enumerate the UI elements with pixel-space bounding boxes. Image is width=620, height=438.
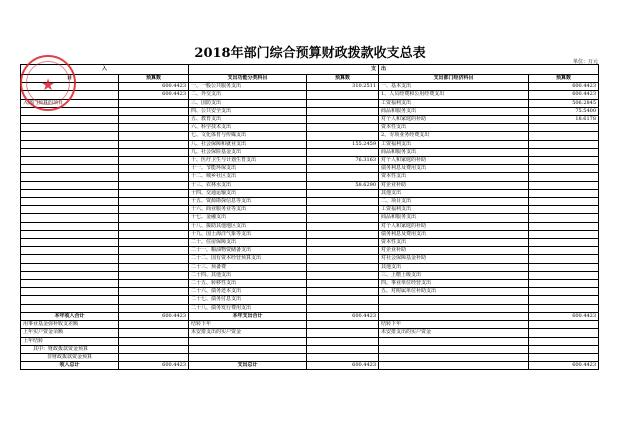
cell <box>529 288 599 296</box>
cell <box>119 116 189 124</box>
cell <box>307 165 379 173</box>
cell <box>307 288 379 296</box>
cell <box>529 353 599 361</box>
header-row-2 <box>21 75 599 83</box>
seal-star-icon: ★ <box>40 75 56 94</box>
cell <box>529 140 599 148</box>
cell: 十八、援助其他地区支出 <box>189 222 307 230</box>
cell <box>119 181 189 189</box>
cell <box>529 230 599 238</box>
cell: 76.3163 <box>307 157 379 165</box>
cell: 310.2511 <box>307 83 379 91</box>
cell <box>119 222 189 230</box>
table-row <box>21 206 599 214</box>
col-budget-header: 预算数 <box>119 75 189 83</box>
cell: 本年支出合计 <box>189 312 307 320</box>
cell <box>119 99 189 107</box>
cell <box>529 214 599 222</box>
cell: 506.2845 <box>529 99 599 107</box>
cell: 二、项目支出 <box>379 198 529 206</box>
cell <box>529 124 599 132</box>
cell <box>119 345 189 353</box>
cell: 资本性支出 <box>379 173 529 181</box>
cell: 上年结转 <box>21 337 119 345</box>
cell <box>119 247 189 255</box>
cell: 二十八、债务发行费用支出 <box>189 304 307 312</box>
cell: 对个人和家庭的补助 <box>379 157 529 165</box>
cell <box>529 181 599 189</box>
table-row <box>21 181 599 189</box>
cell: 十九、国土海洋气象等支出 <box>189 230 307 238</box>
cell <box>307 255 379 263</box>
cell <box>21 239 119 247</box>
cell: 600.4423 <box>119 91 189 99</box>
cell: 600.4423 <box>307 362 379 370</box>
cell: 其中：财政拨款资金预算 <box>21 345 119 353</box>
cell: 600.4423 <box>529 312 599 320</box>
cell: 支出总计 <box>189 362 307 370</box>
cell: 十三、农林水支出 <box>189 181 307 189</box>
unit-label: 单位：万元 <box>572 59 598 65</box>
cell <box>119 288 189 296</box>
cell <box>21 263 119 271</box>
table-row <box>21 148 599 156</box>
cell: 一、基本支出 <box>379 83 529 91</box>
cell: 五、对附属单位补助支出 <box>379 288 529 296</box>
cell <box>379 345 529 353</box>
cell <box>307 345 379 353</box>
cell: 四、公共安全支出 <box>189 107 307 115</box>
cell: 二十六、债务还本支出 <box>189 288 307 296</box>
cell <box>529 247 599 255</box>
cell <box>119 206 189 214</box>
cell: 600.4423 <box>529 362 599 370</box>
cell <box>21 296 119 304</box>
cell: 1、人员经费和公用经费支出 <box>379 91 529 99</box>
cell <box>21 271 119 279</box>
cell <box>529 329 599 337</box>
cell <box>379 337 529 345</box>
cell: 四、事业单位经营支出 <box>379 280 529 288</box>
cell: 75.5400 <box>529 107 599 115</box>
header-row-1 <box>21 65 599 75</box>
table-row <box>21 345 599 353</box>
cell: 五、教育支出 <box>189 116 307 124</box>
cell <box>119 329 189 337</box>
cell <box>21 206 119 214</box>
cell <box>307 304 379 312</box>
cell <box>307 124 379 132</box>
table-row <box>21 140 599 148</box>
cell: 对社会保障基金补助 <box>379 255 529 263</box>
cell: 十、医疗卫生与计划生育支出 <box>189 157 307 165</box>
cell <box>119 198 189 206</box>
cell <box>119 239 189 247</box>
cell: 工资福利支出 <box>379 99 529 107</box>
cell <box>307 321 379 329</box>
cell <box>21 247 119 255</box>
cell <box>529 198 599 206</box>
cell <box>119 157 189 165</box>
col-item-header: 目 <box>21 75 119 83</box>
cell <box>119 132 189 140</box>
table-row <box>21 132 599 140</box>
table-row <box>21 329 599 337</box>
table-row <box>21 124 599 132</box>
cell <box>529 173 599 181</box>
cell <box>21 255 119 263</box>
cell <box>21 280 119 288</box>
cell <box>119 148 189 156</box>
cell <box>307 107 379 115</box>
cell <box>307 247 379 255</box>
cell <box>119 321 189 329</box>
cell <box>307 329 379 337</box>
cell <box>529 157 599 165</box>
cell: 十二、城乡社区支出 <box>189 173 307 181</box>
cell <box>307 91 379 99</box>
cell: 非财政拨款资金预算 <box>21 353 119 361</box>
cell: 收入总计 <box>21 362 119 370</box>
cell <box>119 124 189 132</box>
cell <box>119 263 189 271</box>
cell: 工资福利支出 <box>379 140 529 148</box>
cell <box>119 271 189 279</box>
cell: 资本性支出 <box>379 124 529 132</box>
cell: 十六、商业服务业等支出 <box>189 206 307 214</box>
cell <box>529 321 599 329</box>
cell: 对企业补助 <box>379 247 529 255</box>
table-row <box>21 353 599 361</box>
cell: 600.4423 <box>529 83 599 91</box>
table-row <box>21 296 599 304</box>
table-row <box>21 280 599 288</box>
table-row <box>21 288 599 296</box>
cell: 600.4423 <box>119 312 189 320</box>
cell <box>189 345 307 353</box>
cell <box>21 288 119 296</box>
cell: 结转下年 <box>379 321 529 329</box>
cell <box>307 189 379 197</box>
cell: 用事业基金弥补收支差额 <box>21 321 119 329</box>
cell: 十五、资源勘探信息等支出 <box>189 198 307 206</box>
cell <box>21 214 119 222</box>
cell <box>379 312 529 320</box>
page-title: 2018年部门综合预算财政拨款收支总表 <box>194 46 426 61</box>
cell: 600.4423 <box>307 312 379 320</box>
cell <box>21 173 119 181</box>
cell <box>21 124 119 132</box>
cell <box>529 304 599 312</box>
table-row <box>21 271 599 279</box>
cell: 债务利息及费用支出 <box>379 165 529 173</box>
cell: 六、科学技术支出 <box>189 124 307 132</box>
cell <box>529 271 599 279</box>
cell: 600.4423 <box>119 83 189 91</box>
cell <box>21 116 119 124</box>
cell <box>307 296 379 304</box>
cell: 58.6290 <box>307 181 379 189</box>
cell: 二十三、预备费 <box>189 263 307 271</box>
cell <box>307 132 379 140</box>
cell <box>307 222 379 230</box>
table-row <box>21 304 599 312</box>
cell <box>119 337 189 345</box>
cell: 工资福利支出 <box>379 206 529 214</box>
total-row <box>21 312 599 320</box>
cell <box>379 353 529 361</box>
cell: 对企业补助 <box>379 181 529 189</box>
cell <box>529 337 599 345</box>
cell: 600.4423 <box>119 362 189 370</box>
cell: 十四、交通运输支出 <box>189 189 307 197</box>
cell <box>307 214 379 222</box>
table-row <box>21 173 599 181</box>
cell <box>119 140 189 148</box>
col-func-budget-header: 预算数 <box>307 75 379 83</box>
table-row <box>21 337 599 345</box>
table-row <box>21 189 599 197</box>
cell <box>529 206 599 214</box>
cell: 600.4423 <box>529 91 599 99</box>
cell <box>21 140 119 148</box>
cell <box>307 239 379 247</box>
cell <box>529 132 599 140</box>
cell: 十一、节能环保支出 <box>189 165 307 173</box>
cell <box>21 189 119 197</box>
cell <box>529 296 599 304</box>
cell <box>307 280 379 288</box>
cell: 155.2459 <box>307 140 379 148</box>
cell: 未安排支出的实户资金 <box>189 329 307 337</box>
cell <box>119 165 189 173</box>
cell <box>21 165 119 173</box>
table-row <box>21 198 599 206</box>
table-row <box>21 157 599 165</box>
cell <box>529 280 599 288</box>
cell: 七、文化体育与传媒支出 <box>189 132 307 140</box>
cell <box>119 173 189 181</box>
official-seal <box>20 55 76 111</box>
table-row <box>21 321 599 329</box>
cell <box>189 353 307 361</box>
cell: 三、上缴上级支出 <box>379 271 529 279</box>
cell <box>21 198 119 206</box>
table-row <box>21 107 599 115</box>
table-row <box>21 91 599 99</box>
cell <box>529 255 599 263</box>
cell <box>379 296 529 304</box>
cell <box>529 189 599 197</box>
cell <box>379 304 529 312</box>
cell: 对个人和家庭的补助 <box>379 116 529 124</box>
table-row <box>21 222 599 230</box>
table-row <box>21 165 599 173</box>
cell <box>529 345 599 353</box>
cell <box>21 157 119 165</box>
cell: 二十七、债务付息支出 <box>189 296 307 304</box>
table-row <box>21 239 599 247</box>
cell <box>119 230 189 238</box>
table-row <box>21 83 599 91</box>
cell <box>21 148 119 156</box>
cell <box>21 181 119 189</box>
cell: 二十四、其他支出 <box>189 271 307 279</box>
cell <box>119 189 189 197</box>
table-row <box>21 214 599 222</box>
grand-total-row <box>21 362 599 370</box>
cell <box>119 107 189 115</box>
cell <box>529 165 599 173</box>
cell <box>307 230 379 238</box>
cell <box>307 337 379 345</box>
cell <box>119 304 189 312</box>
cell <box>307 271 379 279</box>
cell: 二十、住房保障支出 <box>189 239 307 247</box>
cell <box>529 222 599 230</box>
col-func-header: 支出功能分类科目 <box>189 75 307 83</box>
cell: 十七、金融支出 <box>189 214 307 222</box>
cell: 商品和服务支出 <box>379 148 529 156</box>
cell <box>307 263 379 271</box>
cell <box>529 148 599 156</box>
table-row <box>21 99 599 107</box>
cell: 九、社会保险基金支出 <box>189 148 307 156</box>
cell: 对个人和家庭的补助 <box>379 222 529 230</box>
cell <box>307 99 379 107</box>
cell <box>529 239 599 247</box>
cell: 三、国防支出 <box>189 99 307 107</box>
cell: 18.6178 <box>529 116 599 124</box>
cell <box>529 263 599 271</box>
cell <box>119 214 189 222</box>
cell <box>21 132 119 140</box>
cell <box>119 296 189 304</box>
cell: 二十二、国有资本经营预算支出 <box>189 255 307 263</box>
cell: 八、社会保障和就业支出 <box>189 140 307 148</box>
cell <box>21 107 119 115</box>
table-row <box>21 247 599 255</box>
table-row <box>21 255 599 263</box>
expense-header-2: 出 <box>379 65 599 75</box>
cell: 其他支出 <box>379 263 529 271</box>
cell <box>307 353 379 361</box>
col-econ-budget-header: 预算数 <box>529 75 599 83</box>
cell <box>307 148 379 156</box>
cell: 上年实户资金余额 <box>21 329 119 337</box>
cell: 一、一般公共服务支出 <box>189 83 307 91</box>
cell <box>307 198 379 206</box>
cell: 二十五、转移性支出 <box>189 280 307 288</box>
cell: 二、外交支出 <box>189 91 307 99</box>
cell <box>119 255 189 263</box>
expense-header: 支 <box>189 65 379 75</box>
cell: 二十一、粮油物资储备支出 <box>189 247 307 255</box>
cell <box>119 353 189 361</box>
cell: 本年收入合计 <box>21 312 119 320</box>
budget-table <box>20 64 599 370</box>
cell <box>307 173 379 181</box>
cell: 商品和服务支出 <box>379 107 529 115</box>
cell <box>307 206 379 214</box>
cell: 商品和服务支出 <box>379 214 529 222</box>
cell <box>307 116 379 124</box>
cell: 未安排支出的实户资金 <box>379 329 529 337</box>
cell <box>21 230 119 238</box>
cell: 2、专项业务经费支出 <box>379 132 529 140</box>
cell <box>189 337 307 345</box>
cell <box>21 222 119 230</box>
cell: 资本性支出 <box>379 239 529 247</box>
cell <box>119 280 189 288</box>
cell: 其他支出 <box>379 189 529 197</box>
cell: 债务利息及费用支出 <box>379 230 529 238</box>
table-row <box>21 263 599 271</box>
cell: 结转下年 <box>189 321 307 329</box>
cell <box>379 362 529 370</box>
table-row <box>21 230 599 238</box>
income-header: 入 <box>21 65 189 75</box>
cell: 入部门预算的项目 <box>21 99 119 107</box>
cell <box>21 304 119 312</box>
table-row <box>21 116 599 124</box>
col-econ-header: 支出部门经济科目 <box>379 75 529 83</box>
